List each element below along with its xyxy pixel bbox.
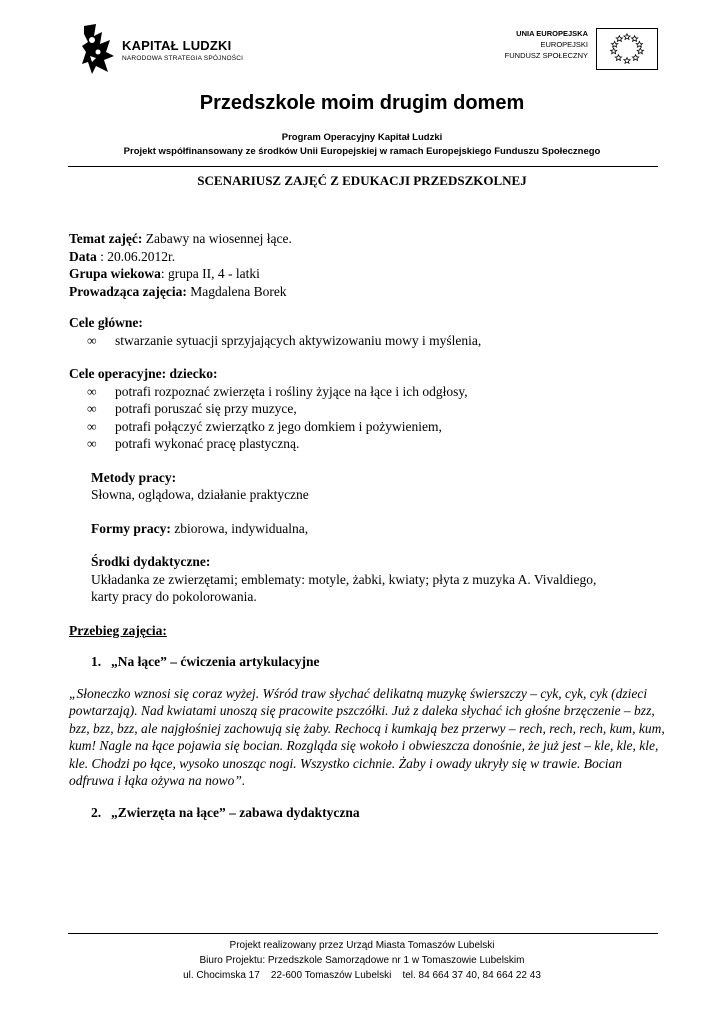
footer-line-3: ul. Chocimska 17 22-600 Tomaszów Lubelski tel. 84 664 37 40, 84 664 22 43: [183, 970, 541, 981]
date-label: Data: [69, 248, 97, 264]
operational-goals-heading: [69, 365, 665, 383]
program-name: Program Operacyjny Kapitał Ludzki: [281, 132, 443, 143]
header-divider: [68, 166, 658, 167]
list-item-text: potrafi wykonać pracę plastyczną.: [115, 436, 300, 451]
topic-label: Temat zajęć:: [69, 231, 143, 246]
infinity-bullet-icon: ∞: [87, 383, 97, 399]
kapital-ludzki-title: KAPITAŁ LUDZKI: [122, 38, 232, 53]
main-goals-heading-text: Cele główne:: [69, 315, 143, 330]
eu-line-3: FUNDUSZ SPOŁECZNY: [504, 51, 588, 60]
project-statement: Projekt współfinansowany ze środków Unii Europejskiej w ramach Europejskiego Funduszu Społecznego: [123, 146, 601, 157]
eu-logo-text: [505, 28, 588, 61]
footer-divider: [68, 933, 658, 934]
infinity-bullet-icon: ∞: [87, 401, 97, 416]
methods-heading: [69, 469, 665, 487]
operational-goals-heading-text: Cele operacyjne: dziecko:: [69, 366, 218, 381]
kapital-ludzki-subtitle: NARODOWA STRATEGIA SPÓJNOŚCI: [122, 55, 244, 62]
list-item-text: stwarzanie sytuacji sprzyjających aktywizowaniu mowy i myślenia,: [115, 332, 482, 348]
group-label: Grupa wiekowa: [69, 266, 161, 281]
topic-line: [69, 230, 665, 248]
date-value: : 20.06.2012r.: [96, 248, 176, 264]
leader-value: Magdalena Borek: [186, 283, 287, 299]
methods-text: Słowna, oglądowa, działanie praktyczne: [91, 487, 309, 502]
step-1-title: „Na łące” – ćwiczenia artykulacyjne: [111, 654, 320, 669]
infinity-bullet-icon: ∞: [87, 418, 97, 434]
methods-heading-text: Metody pracy:: [91, 469, 177, 485]
aids-heading-text: Środki dydaktyczne:: [91, 554, 211, 569]
aids-line-2: karty pracy do pokolorowania.: [91, 589, 257, 604]
eu-line-2: EUROPEJSKI: [540, 40, 588, 49]
forms-label: Formy pracy:: [91, 520, 171, 536]
course-heading: [69, 622, 665, 640]
forms-value: zbiorowa, indywidualna,: [170, 520, 309, 536]
lesson-content: [69, 230, 665, 821]
footer-line-2: Biuro Projektu: Przedszkole Samorządowe nr 1 w Tomaszowie Lubelskim: [199, 955, 525, 966]
date-line: [69, 248, 665, 266]
eu-logo: [498, 28, 658, 72]
infinity-bullet-icon: ∞: [87, 436, 97, 451]
aids-line-1: Układanka ze zwierzętami; emblematy: motyle, żabki, kwiaty; płyta z muzyka A. Vivaldiego,: [91, 571, 597, 587]
eu-line-1: UNIA EUROPEJSKA: [516, 29, 588, 38]
eu-flag-icon: [596, 28, 658, 70]
step-2-number: 2.: [91, 804, 102, 820]
story-paragraph: „Słoneczko wznosi się coraz wyżej. Wśród traw słychać delikatną muzykę świerszczy – cyk, cyk, cyk (dzieci powtarzają). Nad kwiatami unoszą się pracowite pszczółki. Już z daleka słychać ich głośne brzęczenie – bzz, bzz, bzz, bzz, ale najgłośniej zachowują się żaby. Rechocą i kumkają bez przerwy – rech, rech, rech, kum, kum, kum! Nagle na łące pojawia się bocian. Rozgląda się wokoło i obwieszcza donośnie, że już jest – kle, kle, kle, kle. Chodzi po łące, wysoko unosząc nogi. Wszystko cichnie. Żaby i owady ukryły się w trawie. Bocian odfruwa i łąka ożywa na nowo”.: [69, 685, 665, 788]
scenario-heading: SCENARIUSZ ZAJĘĆ Z EDUKACJI PRZEDSZKOLNEJ: [197, 173, 527, 188]
list-item: [69, 383, 665, 401]
leader-label: Prowadząca zajęcia:: [69, 283, 187, 299]
forms-line: [69, 520, 665, 538]
topic-value: Zabawy na wiosennej łące.: [142, 231, 292, 246]
main-goals-heading: [69, 314, 665, 332]
step-1: [69, 653, 665, 671]
footer: [0, 938, 724, 983]
list-item-text: potrafi poruszać się przy muzyce,: [115, 401, 297, 416]
group-line: [69, 265, 665, 283]
list-item: [69, 400, 665, 418]
kapital-ludzki-logo: [82, 22, 242, 78]
aids-heading: [69, 553, 665, 571]
step-2-title: „Zwierzęta na łące” – zabawa dydaktyczna: [111, 804, 360, 820]
list-item: [69, 418, 665, 436]
kapital-ludzki-emblem-icon: [82, 22, 116, 74]
footer-line-1: Projekt realizowany przez Urząd Miasta Tomaszów Lubelski: [229, 940, 495, 951]
list-item-text: potrafi rozpoznać zwierzęta i rośliny żyjące na łące i ich odgłosy,: [115, 383, 468, 399]
infinity-bullet-icon: ∞: [87, 332, 97, 348]
leader-line: [69, 283, 665, 301]
list-item: [69, 332, 665, 350]
course-heading-text: Przebieg zajęcia:: [69, 622, 167, 638]
step-1-number: 1.: [91, 654, 102, 669]
group-value: : grupa II, 4 - latki: [160, 266, 260, 281]
list-item: [69, 435, 665, 453]
document-title: Przedszkole moim drugim domem: [199, 92, 525, 114]
list-item-text: potrafi połączyć zwierzątko z jego domkiem i pożywieniem,: [115, 418, 442, 434]
step-2: [69, 804, 665, 822]
